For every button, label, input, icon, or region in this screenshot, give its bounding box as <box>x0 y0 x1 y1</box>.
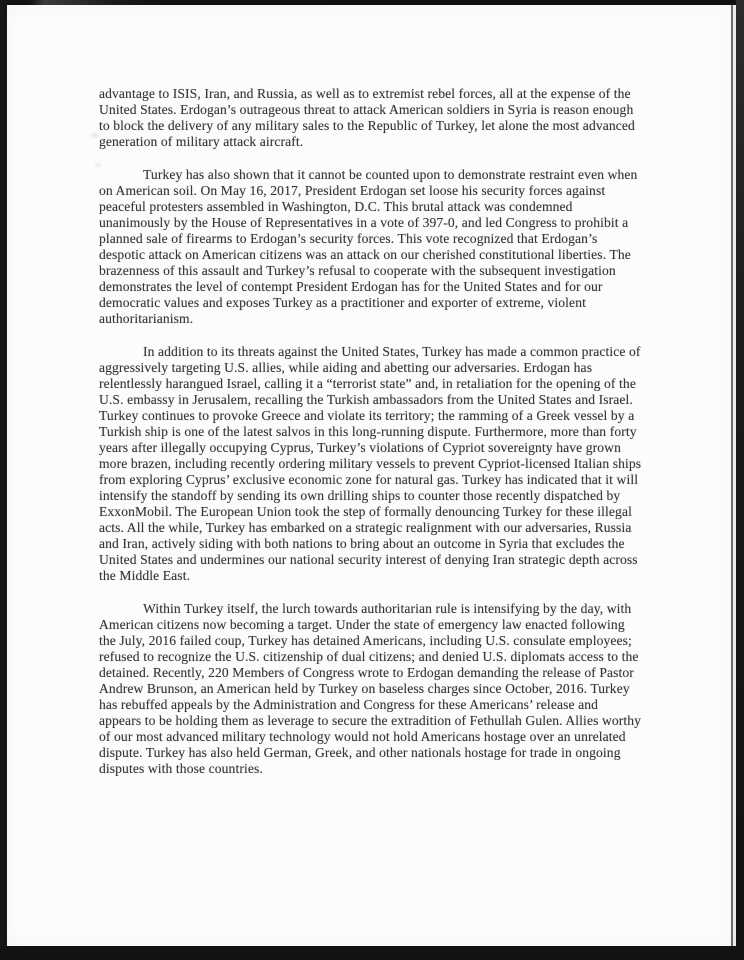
scan-border-top <box>0 0 744 5</box>
page-text-block <box>99 86 642 794</box>
scan-border-right <box>736 0 744 960</box>
paragraph-targeting-allies: In addition to its threats against the United States, Turkey has made a common practice of aggressively targeting U.S. allies, while aiding and abetting our adversaries. Erdogan has relentlessly harangued Israel, calling it a “terrorist state” and, in retaliation for the opening of the U.S. embassy in Jerusalem, recalling the Turkish ambassadors from the United States and Israel. Turkey continues to provoke Greece and violate its territory; the ramming of a Greek vessel by a Turkish ship is one of the latest salvos in this long-running dispute. Furthermore, more than forty years after illegally occupying Cyprus, Turkey’s violations of Cypriot sovereignty have grown more brazen, including recently ordering military vessels to prevent Cypriot-licensed Italian ships from exploring Cyprus’ exclusive economic zone for natural gas. Turkey has indicated that it will intensify the standoff by sending its own drilling ships to counter those recently dispatched by ExxonMobil. The European Union took the step of formally denouncing Turkey for these illegal acts. All the while, Turkey has embarked on a strategic realignment with our adversaries, Russia and Iran, actively siding with both nations to bring about an outcome in Syria that excludes the United States and undermines our national security interest of denying Iran strategic depth across the Middle East. <box>99 344 642 583</box>
paragraph-continuation: advantage to ISIS, Iran, and Russia, as well as to extremist rebel forces, all at the expense of the United States. Erdogan’s outrageous threat to attack American soldiers in Syria is reason enough to block the delivery of any military sales to the Republic of Turkey, let alone the most advanced generation of military attack aircraft. <box>99 86 635 149</box>
paragraph-american-soil: Turkey has also shown that it cannot be counted upon to demonstrate restraint even when on American soil. On May 16, 2017, President Erdogan set loose his security forces against peaceful protesters assembled in Washington, D.C. This brutal attack was condemned unanimously by the House of Representatives in a vote of 397-0, and led Congress to prohibit a planned sale of firearms to Erdogan’s security forces. This vote recognized that Erdogan’s despotic attack on American citizens was an attack on our cherished constitutional liberties. The brazenness of this assault and Turkey’s refusal to cooperate with the subsequent investigation demonstrates the level of contempt President Erdogan has for the United States and for our democratic values and exposes Turkey as a practitioner and exporter of extreme, violent authoritarianism. <box>99 167 638 326</box>
scan-border-bottom <box>0 946 744 960</box>
scan-border-left <box>0 0 7 960</box>
paragraph-within-turkey: Within Turkey itself, the lurch towards authoritarian rule is intensifying by the day, with American citizens now becoming a target. Under the state of emergency law enacted following the July, 2016 failed coup, Turkey has detained Americans, including U.S. consulate employees; refused to recognize the U.S. citizenship of dual citizens; and denied U.S. diplomats access to the detained. Recently, 220 Members of Congress wrote to Erdogan demanding the release of Pastor Andrew Brunson, an American held by Turkey on baseless charges since October, 2016. Turkey has rebuffed appeals by the Administration and Congress for these Americans’ release and appears to be holding them as leverage to secure the extradition of Fethullah Gulen. Allies worthy of our most advanced military technology would not hold Americans hostage over an unrelated dispute. Turkey has also held German, Greek, and other nationals hostage for trade in ongoing disputes with those countries. <box>99 601 642 776</box>
scan-smudge <box>91 133 99 138</box>
